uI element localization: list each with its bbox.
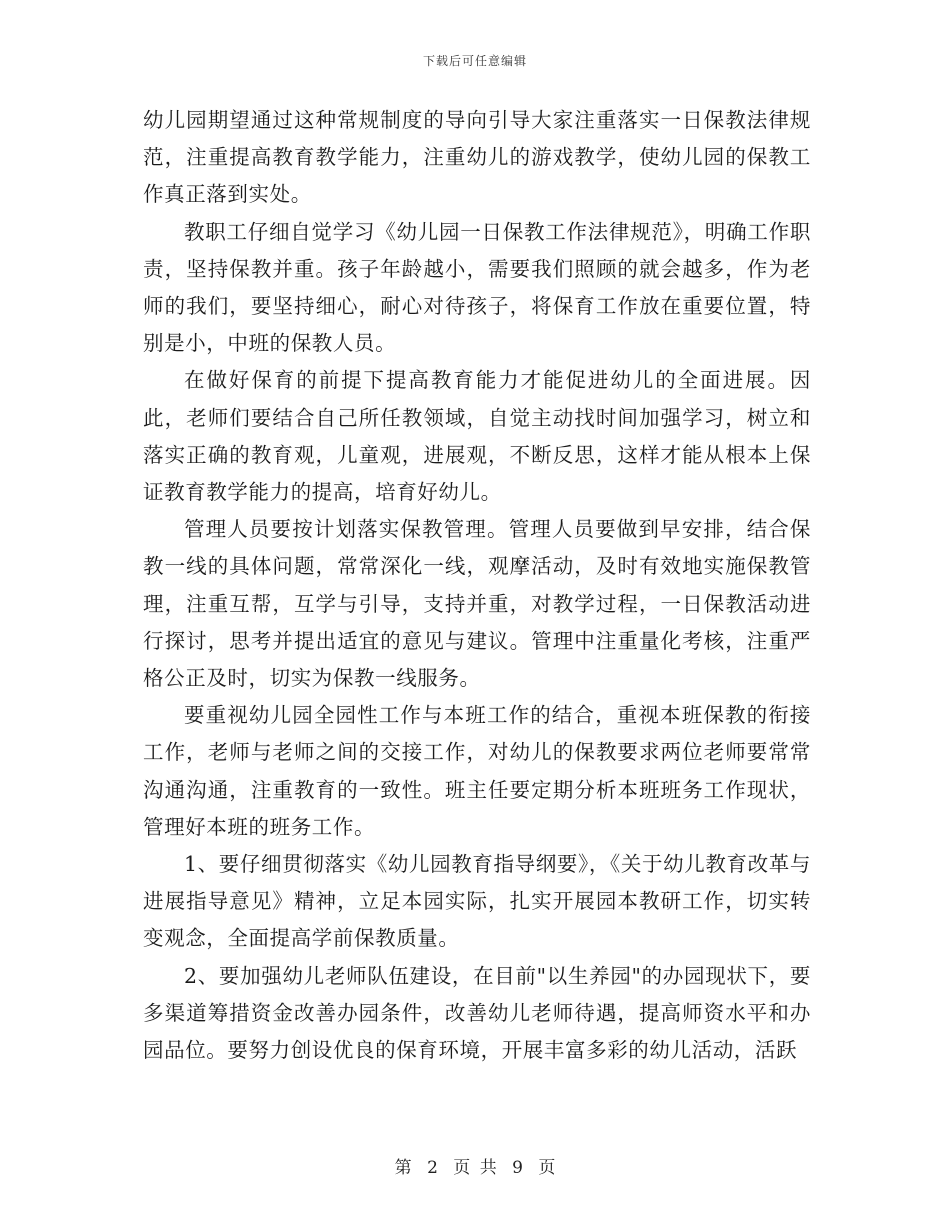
page-footer bbox=[0, 1153, 950, 1178]
footer-middle: 页 共 bbox=[453, 1158, 497, 1178]
paragraph-7: 2、要加强幼儿老师队伍建设，在目前"以生养园"的办园现状下，要多渠道筹措资金改善办园条件，改善幼儿老师待遇，提高师资水平和办园品位。要努力创设优良的保育环境，开展丰富多彩的幼儿活动，活跃 bbox=[143, 963, 811, 1063]
paragraph-4: 管理人员要按计划落实保教管理。管理人员要做到早安排，结合保教一线的具体问题，常常深化一线，观摩活动，及时有效地实施保教管理，注重互帮，互学与引导，支持并重，对教学过程，一日保教活动进行探讨，思考并提出适宜的意见与建议。管理中注重量化考核，注重严格公正及时，切实为保教一线服务。 bbox=[143, 517, 811, 691]
document-body bbox=[143, 102, 811, 1069]
paragraph-1: 幼儿园期望通过这种常规制度的导向引导大家注重落实一日保教法律规范，注重提高教育教学能力，注重幼儿的游戏教学，使幼儿园的保教工作真正落到实处。 bbox=[143, 108, 811, 207]
current-page-number: 2 bbox=[427, 1158, 438, 1178]
paragraph-6: 1、要仔细贯彻落实《幼儿园教育指导纲要》，《关于幼儿教育改革与进展指导意见》精神，立足本园实际，扎实开展园本教研工作，切实转变观念，全面提高学前保教质量。 bbox=[143, 852, 811, 951]
paragraph-3: 在做好保育的前提下提高教育能力才能促进幼儿的全面进展。因此，老师们要结合自己所任教领域，自觉主动找时间加强学习，树立和落实正确的教育观，儿童观，进展观，不断反思，这样才能从根本上保证教育教学能力的提高，培育好幼儿。 bbox=[143, 368, 811, 505]
paragraph-2: 教职工仔细自觉学习《幼儿园一日保教工作法律规范》，明确工作职责，坚持保教并重。孩子年龄越小，需要我们照顾的就会越多，作为老师的我们，要坚持细心，耐心对待孩子，将保育工作放在重要位置，特别是小，中班的保教人员。 bbox=[143, 219, 811, 356]
page-header: 下载后可任意编辑 bbox=[422, 54, 527, 68]
paragraph-5: 要重视幼儿园全园性工作与本班工作的结合，重视本班保教的衔接工作，老师与老师之间的交接工作，对幼儿的保教要求两位老师要常常沟通沟通，注重教育的一致性。班主任要定期分析本班班务工作现状，管理好本班的班务工作。 bbox=[143, 703, 811, 839]
footer-suffix: 页 bbox=[538, 1158, 556, 1178]
footer-prefix: 第 bbox=[394, 1158, 412, 1178]
total-page-count: 9 bbox=[512, 1158, 523, 1178]
